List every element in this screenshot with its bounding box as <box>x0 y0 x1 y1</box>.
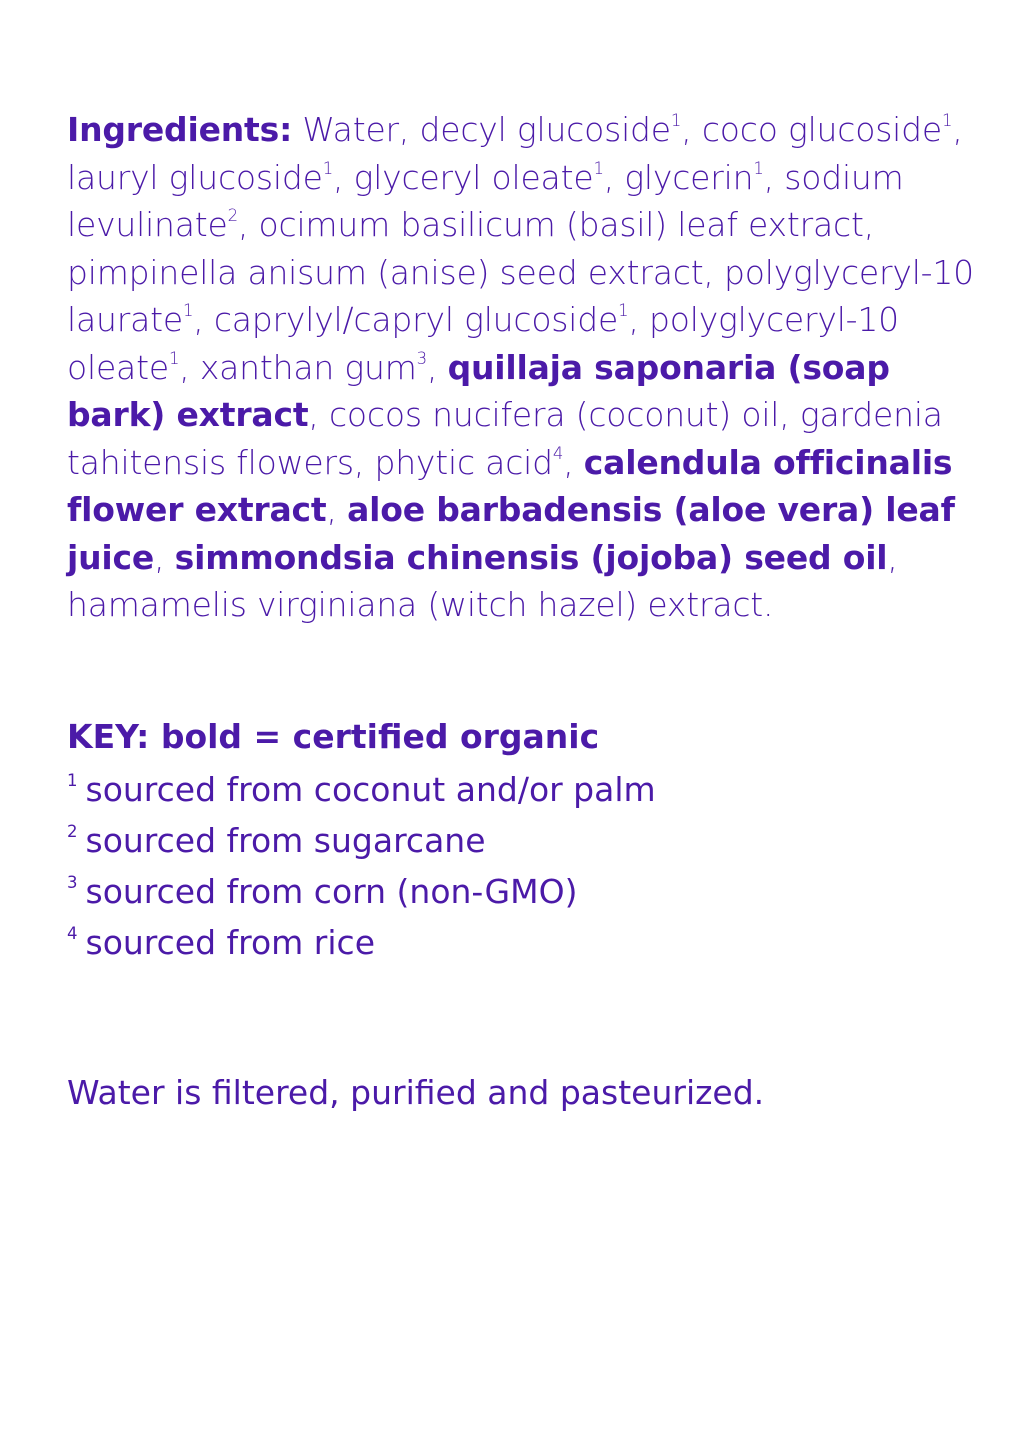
ingredient-segment: , <box>426 347 448 387</box>
ingredient-segment: , polyglyceryl-10 oleate <box>67 300 899 387</box>
water-note: Water is filtered, purified and pasteurized. <box>67 1073 765 1112</box>
footnote-marker: 1 <box>618 301 629 321</box>
key-marker: 4 <box>67 924 78 944</box>
ingredient-segment: , glyceryl oleate <box>333 157 594 197</box>
footnote-marker: 3 <box>416 348 427 368</box>
ingredient-segment: , <box>563 442 584 482</box>
ingredient-segment: , glycerin <box>603 157 754 197</box>
key-item <box>67 815 967 866</box>
key-marker: 1 <box>67 771 78 791</box>
ingredient-segment: , cocos nucifera (coconut) oil, gardenia tahitensis flowers, phytic acid <box>67 395 943 482</box>
key-item <box>67 866 967 917</box>
key-item <box>67 917 967 968</box>
ingredient-segment: , <box>154 537 175 577</box>
ingredient-segment: , ocimum basilicum (basil) leaf extract, pimpinella anisum (anise) seed extract, polyglyceryl-10 laurate <box>67 205 974 339</box>
ingredient-segment: , hamamelis virginiana (witch hazel) extract. <box>67 537 898 624</box>
organic-ingredient: quillaja saponaria (soap bark) extract <box>67 347 890 434</box>
footnote-marker: 4 <box>552 443 564 463</box>
ingredients-paragraph <box>67 106 987 629</box>
key-item <box>67 764 967 815</box>
footnote-marker: 1 <box>182 301 194 321</box>
footnote-marker: 1 <box>593 158 604 178</box>
key-item-text: sourced from corn (non-GMO) <box>85 872 578 911</box>
footnote-marker: 1 <box>670 111 682 131</box>
footnote-marker: 1 <box>168 348 180 368</box>
ingredient-segment: , xanthan gum <box>179 347 417 387</box>
ingredient-segment: , <box>326 490 348 529</box>
key-list <box>67 764 967 968</box>
organic-ingredient: aloe barbadensis (aloe vera) leaf juice <box>67 490 955 577</box>
ingredient-segment: , coco glucoside <box>681 110 943 149</box>
key-item-text: sourced from sugarcane <box>85 821 486 860</box>
footnote-marker: 1 <box>753 158 764 178</box>
key-marker: 3 <box>67 873 78 893</box>
footnote-marker: 1 <box>942 111 953 131</box>
footnote-marker: 2 <box>227 206 238 226</box>
key-marker: 2 <box>67 822 78 842</box>
organic-ingredient: calendula officinalis flower extract <box>67 442 953 529</box>
key-item-text: sourced from coconut and/or palm <box>85 770 656 809</box>
key-section <box>67 712 967 968</box>
organic-ingredient: simmondsia chinensis (jojoba) seed oil <box>174 537 888 577</box>
key-title: KEY: bold = certified organic <box>67 717 600 756</box>
ingredient-segment: , caprylyl/capryl glucoside <box>193 300 619 339</box>
footnote-marker: 1 <box>322 158 334 178</box>
key-item-text: sourced from rice <box>85 923 375 962</box>
ingredient-segment: , lauryl glucoside <box>67 110 963 197</box>
ingredient-segment: , sodium levulinate <box>67 157 904 244</box>
ingredient-segment: Water, decyl glucoside <box>292 110 671 149</box>
ingredients-label: Ingredients: <box>67 110 293 149</box>
